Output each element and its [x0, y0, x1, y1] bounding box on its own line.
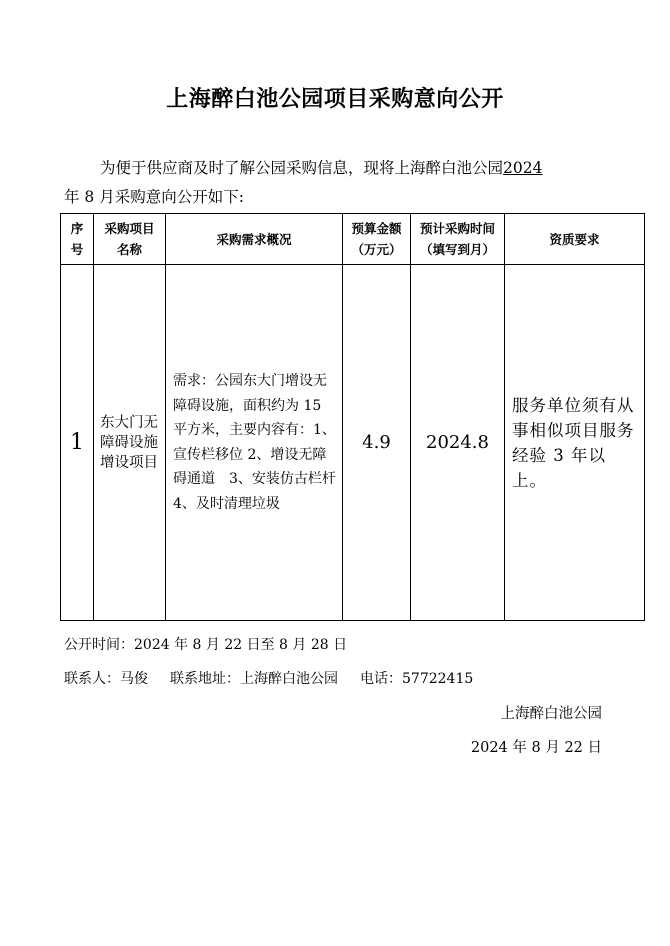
- intro-line-1: [64, 154, 612, 183]
- cell-req: 服务单位须有从事相似项目服务经验 3 年以上。: [505, 265, 645, 621]
- signature-date: 2024 年 8 月 22 日: [470, 740, 602, 756]
- header-time: 预计采购时间 （填写到月）: [411, 214, 505, 265]
- signature-org: 上海醉白池公园: [500, 706, 602, 722]
- header-amount: 预算金额 （万元）: [343, 214, 411, 265]
- cell-no: 1: [61, 265, 94, 621]
- header-req: 资质要求: [505, 214, 645, 265]
- cell-name: 东大门无障碍设施增设项目: [94, 265, 166, 621]
- table-row: [61, 265, 645, 621]
- intro-paragraph: [64, 154, 612, 212]
- cell-time: 2024.8: [411, 265, 505, 621]
- contact-address: 联系地址：上海醉白池公园: [170, 671, 338, 687]
- intro-year: 2024: [503, 159, 543, 177]
- contact-person: 联系人：马俊: [64, 671, 148, 687]
- header-no: 序 号: [61, 214, 94, 265]
- table-header-row: [61, 214, 645, 265]
- header-desc: 采购需求概况: [166, 214, 343, 265]
- procurement-table: [60, 213, 645, 621]
- cell-amount: 4.9: [343, 265, 411, 621]
- publish-time: 公开时间：2024 年 8 月 22 日至 8 月 28 日: [64, 637, 348, 653]
- contact-phone: 电话：57722415: [360, 671, 474, 687]
- contact-line: [64, 668, 495, 688]
- page-title: 上海醉白池公园项目采购意向公开: [166, 87, 504, 112]
- cell-desc: 需求：公园东大门增设无障碍设施，面积约为 15 平方米，主要内容有：1、宣传栏移位 2、增设无障碍通道 3、安装仿古栏杆 4、及时清理垃圾: [166, 265, 343, 621]
- intro-text: 为便于供应商及时了解公园采购信息，现将上海醉白池公园: [100, 159, 504, 177]
- header-name: 采购项目 名称: [94, 214, 166, 265]
- intro-line-2: 年 8 月采购意向公开如下:: [64, 188, 244, 206]
